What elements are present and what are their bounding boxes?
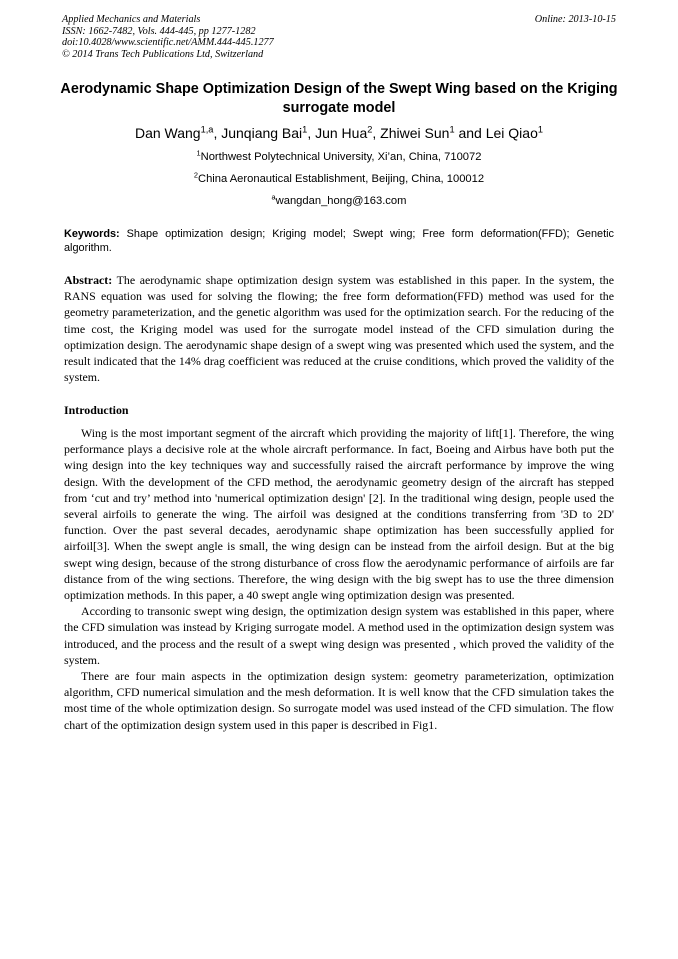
issn-line: ISSN: 1662-7482, Vols. 444-445, pp 1277-1282 bbox=[62, 25, 256, 37]
abstract-label: Abstract: bbox=[64, 273, 113, 287]
keywords-label: Keywords: bbox=[64, 228, 120, 240]
section-heading-introduction: Introduction bbox=[64, 403, 129, 417]
affiliation-2: $^2$China Aeronautical Establishment, Beijing, China, 100012 bbox=[193, 170, 485, 185]
doi-line: doi:10.4028/www.scientific.net/AMM.444-445.1277 bbox=[62, 37, 274, 49]
abstract bbox=[64, 272, 614, 385]
author: Jun Hua$^2$ bbox=[315, 124, 373, 141]
copyright-line: © 2014 Trans Tech Publications Ltd, Switzerland bbox=[62, 48, 264, 60]
author-email: $^a$wangdan_hong@163.com bbox=[271, 192, 407, 207]
paragraph: Wing is the most important segment of the aircraft which providing the majority of lift[1]. Therefore, the wing performance plays a decisive role at the whole aircraft performance. In fact, Boeing and Airbus have both put the wing design into the key techniques way and successfully raised the aircraft performance by improve the wing design. With the development of the CFD method, the aerodynamic geometry design of the aircraft has stepped from ‘cut and try’ method into 'numerical optimization design' [2]. In the traditional wing design, people used the several airfoils to generate the wing. The airfoil was designed at the conditions transferring from '3D to 2D' function. Over the past several decades, aerodynamic shape optimization has been successfully applied for airfoil[3]. When the swept angle is small, the wing design can be instead from the airfoil design. But at the big swept wing design, because of the strong disturbance of cross flow the aerodynamic performance of airfoils are far distance from of the wing sections. Therefore, the wing design with the big swept has to use the three dimension optimization methods. In this paper, a 40 swept angle wing optimization design was presented. bbox=[64, 426, 614, 603]
journal-header bbox=[62, 14, 616, 60]
author-list: Dan Wang$^{1,a}$, Junqiang Bai$^1$, Jun Hua$^2$, Zhiwei Sun$^1$ and Lei Qiao$^1$ bbox=[134, 124, 544, 141]
introduction-body bbox=[64, 425, 614, 733]
keywords bbox=[64, 227, 614, 255]
abstract-text: The aerodynamic shape optimization design system was established in this paper. In the system, the RANS equation was used for solving the flowing; the free form deformation(FFD) method was used for the geometry parameterization, and the genetic algorithm was used for the optimization search. For the reducing of the time cost, the Kriging model was used for the surrogate model instead of the CFD simulation during the optimization design. The aerodynamic shape design of a swept wing was presented which used the system, and the result indicated that the 14% drag coefficient was reduced at the cruise conditions, which proved the validity of the system. bbox=[64, 273, 614, 385]
author: Junqiang Bai$^1$ bbox=[221, 124, 308, 141]
affiliation-1: $^1$Northwest Polytechnical University, Xi’an, China, 710072 bbox=[196, 148, 482, 163]
online-date: Online: 2013-10-15 bbox=[534, 14, 616, 25]
paper-title: Aerodynamic Shape Optimization Design of the Swept Wing based on the Kriging surrogate model bbox=[60, 81, 618, 116]
paragraph: According to transonic swept wing design, the optimization design system was established in this paper, where the CFD simulation was instead by Kriging surrogate model. A method used in the optimization design system was introduced, and the process and the result of a swept wing design was presented , which proved the validity of the system. bbox=[64, 604, 614, 667]
journal-name: Applied Mechanics and Materials bbox=[62, 14, 201, 25]
author: Zhiwei Sun$^1$ bbox=[380, 124, 455, 141]
author: Dan Wang$^{1,a}$ bbox=[134, 124, 214, 141]
keywords-text: Shape optimization design; Kriging model; Swept wing; Free form deformation(FFD); Genetic algorithm. bbox=[64, 228, 614, 254]
paragraph: There are four main aspects in the optimization design system: geometry parameterization, optimization algorithm, CFD numerical simulation and the mesh deformation. It is well know that the CFD simulation takes the most time of the whole optimization design. So surrogate model was used instead of the CFD simulation. The flow chart of the optimization design system used in this paper is described in Fig1. bbox=[64, 669, 614, 732]
author: Lei Qiao$^1$ bbox=[485, 124, 544, 141]
